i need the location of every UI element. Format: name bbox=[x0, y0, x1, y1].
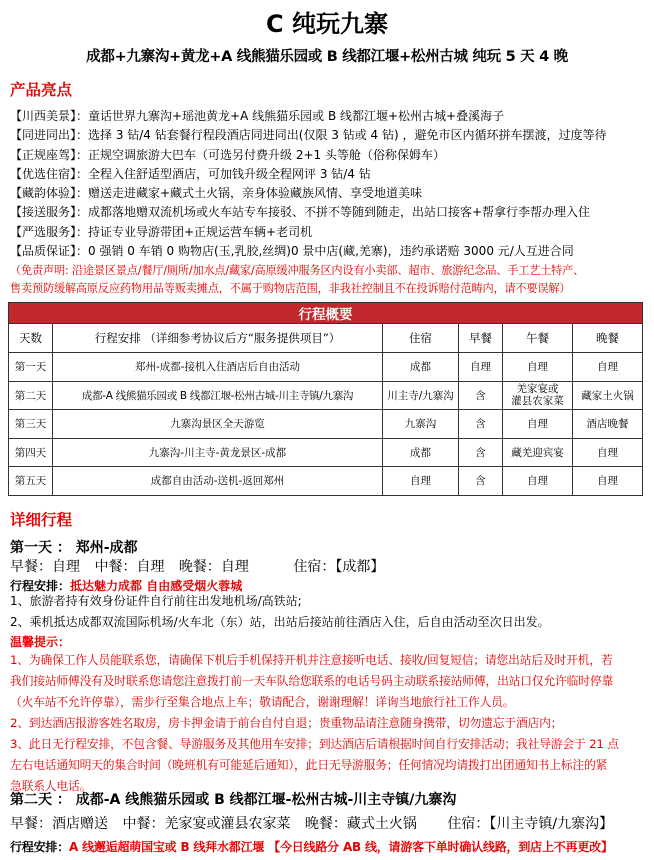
meal-lunch: 中餐：羌家宴或灌县农家菜 bbox=[122, 816, 291, 832]
column-header: 行程安排 （详细参考协议后方“服务提供项目”） bbox=[53, 324, 383, 353]
meal-stay: 住宿：【川主寺镇/九寨沟】 bbox=[447, 816, 614, 832]
cell-breakfast: 含 bbox=[459, 381, 503, 410]
cell-route: 九寨沟-川主寺-黄龙景区-成都 bbox=[53, 438, 383, 467]
column-header: 早餐 bbox=[459, 324, 503, 353]
cell-breakfast: 含 bbox=[459, 410, 503, 439]
table-title: 行程概要 bbox=[9, 303, 643, 324]
cell-lunch: 自理 bbox=[503, 410, 573, 439]
arrangement-text: 抵达魅力成都 自由感受烟火蓉城 bbox=[70, 579, 243, 593]
table-row bbox=[9, 438, 643, 467]
table-row bbox=[9, 410, 643, 439]
highlight-item: 【川西美景】：童话世界九寨沟+瑶池黄龙+A 线熊猫乐园或 B 线都江堰+松州古城+叠溪海子 bbox=[10, 109, 505, 123]
arrangement-label: 行程安排： bbox=[10, 840, 70, 854]
column-header: 午餐 bbox=[503, 324, 573, 353]
highlights-list bbox=[10, 107, 650, 261]
tip-line: 左右电话通知明天的集合时间（晚班机有可能延后通知），此日无导游服务；任何情况均请拨打出团通知书上标注的紧 bbox=[10, 758, 608, 772]
tip-line: 1、为确保工作人员能联系您，请确保下机后手机保持开机并注意接听电话、接收/回复短信；请您出站后及时开机，若 bbox=[10, 653, 613, 667]
cell-dinner: 酒店晚餐 bbox=[573, 410, 643, 439]
day2-title: 第二天 ： 成都-A 线熊猫乐园或 B 线都江堰-松州古城-川主寺镇/九寨沟 bbox=[10, 792, 457, 808]
table-row bbox=[9, 353, 643, 382]
day1-tips bbox=[10, 650, 650, 797]
cell-day: 第五天 bbox=[9, 467, 53, 496]
tips-heading: 温馨提示： bbox=[10, 635, 71, 649]
highlight-item: 【优选住宿】：全程入住舒适型酒店，可加钱升级全程网评 3 钻/4 钻 bbox=[10, 166, 371, 181]
highlight-item: 【接送服务】：成都落地赠双流机场或火车站专车接驳、不拼不等随到随走，出站口接客+帮拿行李帮办理入住 bbox=[10, 205, 591, 220]
cell-dinner: 藏家土火锅 bbox=[573, 381, 643, 410]
cell-breakfast: 含 bbox=[459, 467, 503, 496]
meal-breakfast: 早餐：自理 bbox=[10, 559, 80, 575]
column-header: 住宿 bbox=[383, 324, 459, 353]
cell-day: 第一天 bbox=[9, 353, 53, 382]
cell-dinner: 自理 bbox=[573, 438, 643, 467]
tip-line: 我们接站师傅没有及时联系您请您注意拨打前一天车队给您联系的电话号码主动联系接站师傅，出站口仅允许临时停靠 bbox=[10, 674, 614, 688]
highlight-item: 【同进同出】：选择 3 钻/4 钻套餐行程段酒店同进同出(仅限 3 钻或 4 钻) ，避免市区内循环拼车摆渡，过度等待 bbox=[10, 128, 607, 143]
arrangement-label: 行程安排： bbox=[10, 579, 71, 593]
highlights-heading: 产品亮点 bbox=[10, 81, 73, 99]
column-header: 晚餐 bbox=[573, 324, 643, 353]
day1-notes bbox=[10, 591, 650, 633]
tip-line: （火车站不允许停靠），需步行至集合地点上车；敬请配合，谢谢理解！详询当地旅行社工作人员。 bbox=[10, 695, 515, 709]
cell-dinner: 自理 bbox=[573, 353, 643, 382]
meal-dinner: 晚餐：藏式土火锅 bbox=[304, 816, 417, 832]
cell-route: 成都-A 线熊猫乐园或 B 线都江堰-松州古城-川主寺镇/九寨沟 bbox=[53, 381, 383, 410]
cell-stay: 川主寺/九寨沟 bbox=[383, 381, 459, 410]
day1-title: 第一天 ： 郑州-成都 bbox=[10, 540, 138, 556]
table-row bbox=[9, 381, 643, 410]
cell-lunch: 自理 bbox=[503, 353, 573, 382]
cell-stay: 成都 bbox=[383, 353, 459, 382]
day1-meals bbox=[10, 556, 394, 576]
highlight-item: 【严选服务】：持证专业导游带团+正规运营车辆+老司机 bbox=[10, 224, 313, 239]
cell-breakfast: 自理 bbox=[459, 353, 503, 382]
meal-lunch: 中餐：自理 bbox=[94, 559, 165, 575]
cell-route: 郑州-成都-接机入住酒店后自由活动 bbox=[53, 353, 383, 382]
highlight-item: 【藏韵体验】：赠送走进藏家+藏式土火锅，亲身体验藏族风情、享受地道美味 bbox=[10, 186, 423, 201]
disclaimer-line: （免责声明: 沿途景区景点/餐厅/厕所/加水点/藏家/高原缓冲服务区内设有小卖部、超市、旅游纪念品、手工艺土特产、 bbox=[10, 264, 585, 277]
cell-lunch: 羌家宴或 灌县农家菜 bbox=[503, 381, 573, 410]
cell-day: 第二天 bbox=[9, 381, 53, 410]
tip-line: 2、到达酒店报游客姓名取房，房卡押金请于前台自付自退；贵重物品请注意随身携带，切勿遗忘于酒店内； bbox=[10, 716, 563, 730]
disclaimer-line: 售卖预防缓解高原反应药物用品等贩卖摊点，不属于购物店范围，非我社控制且不在投诉赔付范畴内，请不要误解） bbox=[10, 281, 571, 295]
tip-line: 3、此日无行程安排，不包含餐、导游服务及其他用车安排；到达酒店后请根据时间自行安排活动；我社导游会于 21 点 bbox=[10, 737, 619, 751]
day2-meals bbox=[10, 813, 623, 833]
cell-route: 成都自由活动-送机-返回郑州 bbox=[53, 467, 383, 496]
detail-heading: 详细行程 bbox=[10, 511, 73, 529]
arrangement-text: A 线邂逅超萌国宝或 B 线拜水都江堰 【今日线路分 AB 线，请游客下单时确认线路，到店上不再更改】 bbox=[69, 840, 613, 854]
page-title: C 纯玩九寨 bbox=[266, 10, 388, 38]
cell-stay: 自理 bbox=[383, 467, 459, 496]
cell-dinner: 自理 bbox=[573, 467, 643, 496]
meal-dinner: 晚餐：自理 bbox=[178, 559, 249, 575]
day2-arrangement bbox=[10, 838, 613, 855]
cell-breakfast: 含 bbox=[459, 438, 503, 467]
note-line: 2、乘机抵达成都双流国际机场/火车北（东）站，出站后接站前往酒店入住，后自由活动至次日出发。 bbox=[10, 615, 550, 629]
itinerary-summary-table bbox=[8, 302, 643, 496]
cell-route: 九寨沟景区全天游览 bbox=[53, 410, 383, 439]
note-line: 1、旅游者持有效身份证件自行前往出发地机场/高铁站; bbox=[10, 594, 302, 608]
table-row bbox=[9, 467, 643, 496]
column-header: 天数 bbox=[9, 324, 53, 353]
meal-breakfast: 早餐：酒店赠送 bbox=[10, 816, 108, 832]
table-header-row bbox=[9, 324, 643, 353]
meal-stay: 住宿：【成都】 bbox=[293, 559, 385, 575]
cell-lunch: 自理 bbox=[503, 467, 573, 496]
disclaimer bbox=[10, 262, 650, 297]
tip-line: 急联系人电话。 bbox=[10, 779, 92, 793]
cell-lunch: 藏羌迎宾宴 bbox=[503, 438, 573, 467]
cell-stay: 成都 bbox=[383, 438, 459, 467]
cell-stay: 九寨沟 bbox=[383, 410, 459, 439]
cell-day: 第三天 bbox=[9, 410, 53, 439]
page-subtitle: 成都+九寨沟+黄龙+A 线熊猫乐园或 B 线都江堰+松州古城 纯玩 5 天 4 晚 bbox=[86, 49, 568, 65]
highlight-item: 【正规座驾】：正规空调旅游大巴车（可选另付费升级 2+1 头等舱（俗称保姆车） bbox=[10, 147, 445, 162]
cell-day: 第四天 bbox=[9, 438, 53, 467]
highlight-item: 【品质保证】：0 强销 0 车销 0 购物店(玉,乳胶,丝绸)0 景中店(藏,羌寨)，违约承诺赔 3000 元/人互进合同 bbox=[10, 244, 574, 259]
